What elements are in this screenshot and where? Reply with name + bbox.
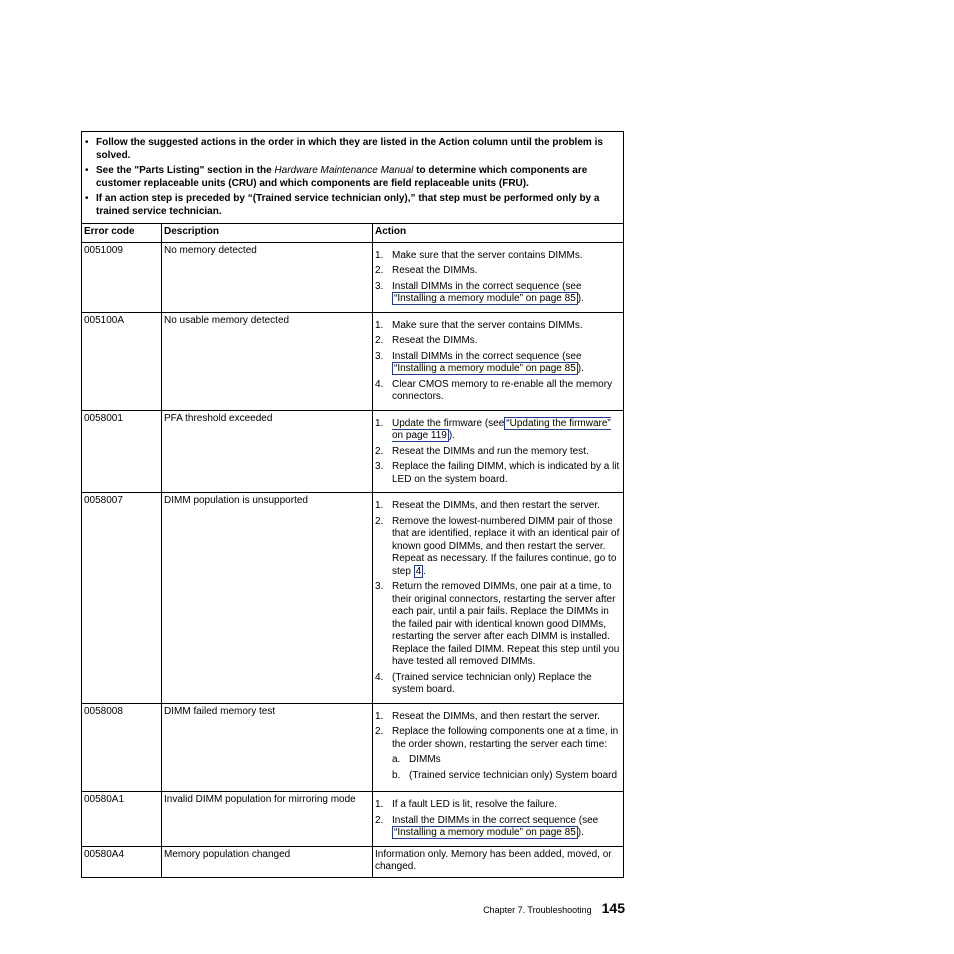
step-text [392, 516, 621, 579]
action-step [375, 250, 621, 263]
step-number: 2. [375, 726, 384, 737]
step-text-part: Reseat the DIMMs, and then restart the server. [392, 500, 600, 511]
note-text-part: See the "Parts Listing" section in the [96, 165, 275, 176]
action-step [375, 265, 621, 278]
step-text [392, 461, 621, 486]
sub-step-text: (Trained service technician only) System board [409, 769, 618, 781]
step-text [392, 500, 621, 513]
step-text [392, 799, 621, 812]
step-number: 2. [375, 335, 384, 346]
action-step [375, 335, 621, 348]
table-header-row [82, 224, 623, 243]
action-cell [373, 847, 623, 877]
note-text [96, 136, 617, 162]
table-row [82, 243, 623, 313]
cross-reference-link[interactable]: “Installing a memory module” on page 85 [394, 827, 576, 838]
action-steps [375, 799, 621, 840]
cross-reference-link[interactable]: 4 [415, 565, 422, 577]
step-number: 2. [375, 265, 384, 276]
step-text-part: Reseat the DIMMs. [392, 265, 478, 276]
note-text-part: If an action step is preceded by “(Trained service technician only),” that step must be performed only by a trained service technician. [96, 193, 600, 217]
step-text-part: . [423, 565, 427, 577]
step-text [392, 581, 621, 669]
bullet-icon: • [85, 193, 89, 204]
step-text-part: Reseat the DIMMs and run the memory test. [392, 445, 589, 457]
cross-reference-link[interactable]: “Updating the firmware” on page 119 [392, 417, 611, 441]
note-text [96, 192, 617, 218]
step-text [392, 265, 621, 278]
step-text-part: Update the firmware (see [392, 417, 505, 429]
step-text [392, 418, 621, 443]
step-text [392, 379, 621, 404]
footer-chapter: Chapter 7. Troubleshooting [483, 905, 592, 915]
table-row [82, 704, 623, 793]
action-step [375, 726, 621, 785]
action-steps [375, 320, 621, 404]
page-footer [483, 900, 625, 916]
table-notes [82, 132, 623, 224]
step-text-part: ). [577, 827, 584, 838]
action-cell [373, 704, 623, 792]
step-number: 1. [375, 500, 384, 511]
action-step [375, 711, 621, 724]
step-text-part: Install the DIMMs in the correct sequence (see [392, 814, 599, 826]
sub-step-letter: b. [392, 769, 401, 781]
step-text-part: Reseat the DIMMs. [392, 335, 478, 346]
step-number: 4. [375, 671, 384, 683]
action-step [375, 461, 621, 486]
step-text-part: ). [577, 293, 584, 304]
description-cell: No usable memory detected [162, 313, 373, 410]
step-text [392, 320, 621, 333]
step-number: 3. [375, 280, 384, 292]
action-cell [373, 313, 623, 410]
action-step [375, 581, 621, 669]
table-row [82, 313, 623, 411]
error-code-cell: 0058008 [82, 704, 162, 792]
action-step [375, 379, 621, 404]
sub-step [392, 770, 621, 783]
step-text [392, 281, 621, 306]
action-cell [373, 243, 623, 312]
step-text-part: Return the removed DIMMs, one pair at a time, to their original connectors, restarting the server after each pair, until a pair fails. Replace the DIMMs in the failed pair with identical known good DIMMs, restarting the server after each DIMM is installed. Replace the failed DIMM. Repeat this step until you have tested all removed DIMMs. [392, 581, 620, 667]
action-step [375, 446, 621, 459]
table-row [82, 847, 623, 877]
action-step [375, 351, 621, 376]
step-number: 1. [375, 249, 384, 261]
table-row [82, 493, 623, 704]
step-number: 1. [375, 417, 384, 429]
step-text-part: If a fault LED is lit, resolve the failure. [392, 799, 558, 810]
description-cell: Invalid DIMM population for mirroring mode [162, 792, 373, 846]
error-code-cell: 005100A [82, 313, 162, 410]
action-cell [373, 493, 623, 703]
step-text-part: Reseat the DIMMs, and then restart the server. [392, 710, 600, 722]
note-item [85, 192, 617, 218]
sub-step-letter: a. [392, 754, 401, 765]
action-steps [375, 500, 621, 697]
note-text-part: Follow the suggested actions in the order in which they are listed in the Action column until the problem is solved. [96, 137, 603, 161]
page-number: 145 [601, 900, 625, 916]
step-number: 3. [375, 461, 384, 472]
description-cell: DIMM failed memory test [162, 704, 373, 792]
step-text-part: Replace the failing DIMM, which is indicated by a lit LED on the system board. [392, 461, 620, 485]
step-text-part: Replace the following components one at a time, in the order shown, restarting the server each time: [392, 726, 619, 750]
table-row [82, 792, 623, 847]
step-number: 2. [375, 445, 384, 457]
error-code-cell: 0058001 [82, 411, 162, 493]
action-steps [375, 418, 621, 487]
action-cell [373, 411, 623, 493]
step-text [392, 446, 621, 459]
step-number: 1. [375, 799, 384, 810]
step-number: 1. [375, 319, 384, 331]
action-step [375, 418, 621, 443]
step-number: 3. [375, 350, 384, 362]
note-item [85, 136, 617, 162]
action-step [375, 815, 621, 840]
error-code-cell: 00580A4 [82, 847, 162, 877]
note-item [85, 164, 617, 190]
step-text [392, 815, 621, 840]
action-steps [375, 711, 621, 786]
error-code-cell: 00580A1 [82, 792, 162, 846]
step-text-part: Install DIMMs in the correct sequence (see [392, 350, 582, 362]
action-step [375, 799, 621, 812]
step-number: 3. [375, 581, 384, 592]
step-text [392, 672, 621, 697]
action-step [375, 516, 621, 579]
sub-steps [392, 754, 621, 782]
step-text [392, 351, 621, 376]
description-cell: Memory population changed [162, 847, 373, 877]
description-cell: No memory detected [162, 243, 373, 312]
step-text-part: Clear CMOS memory to re-enable all the memory connectors. [392, 378, 613, 402]
header-error-code: Error code [82, 224, 162, 242]
bullet-icon: • [85, 165, 89, 176]
error-code-table [81, 131, 624, 878]
step-text-part: Install DIMMs in the correct sequence (see [392, 280, 582, 292]
header-action: Action [375, 226, 407, 237]
step-number: 2. [375, 515, 384, 527]
note-text [96, 164, 617, 190]
header-description: Description [162, 224, 373, 242]
step-text-part: Remove the lowest-numbered DIMM pair of those that are identified, replace it with an identical pair of known good DIMMs, and then restart the server. Repeat as necessary. If the failures continue, go to step [392, 515, 620, 577]
step-text [392, 711, 621, 724]
step-text-part: ). [577, 363, 584, 374]
error-code-cell: 0058007 [82, 493, 162, 703]
action-text: Information only. Memory has been added, moved, or changed. [375, 848, 612, 872]
description-cell: DIMM population is unsupported [162, 493, 373, 703]
action-cell [373, 792, 623, 846]
note-text-part: Hardware Maintenance Manual [274, 165, 414, 176]
action-steps [375, 250, 621, 306]
step-text-part: Make sure that the server contains DIMMs. [392, 319, 583, 331]
sub-step-text: DIMMs [409, 754, 441, 765]
step-number: 2. [375, 814, 384, 826]
action-step [375, 500, 621, 513]
step-text [392, 250, 621, 263]
note-text-part: to determine which components are customer replaceable units (CRU) and which components are field replaceable units (FRU). [96, 165, 588, 189]
action-step [375, 672, 621, 697]
step-number: 1. [375, 710, 384, 722]
table-body [82, 243, 623, 877]
cross-reference-link[interactable]: “Installing a memory module” on page 85 [394, 363, 576, 374]
action-step [375, 281, 621, 306]
action-step [375, 320, 621, 333]
step-text-part: (Trained service technician only) Replace the system board. [392, 671, 592, 695]
step-number: 4. [375, 378, 384, 390]
step-text-part: ). [448, 430, 455, 441]
step-text-part: Make sure that the server contains DIMMs. [392, 249, 583, 261]
table-row [82, 411, 623, 494]
step-text [392, 726, 621, 785]
description-cell: PFA threshold exceeded [162, 411, 373, 493]
sub-step [392, 754, 621, 767]
error-code-cell: 0051009 [82, 243, 162, 312]
cross-reference-link[interactable]: “Installing a memory module” on page 85 [394, 293, 576, 304]
step-text [392, 335, 621, 348]
bullet-icon: • [85, 137, 89, 148]
